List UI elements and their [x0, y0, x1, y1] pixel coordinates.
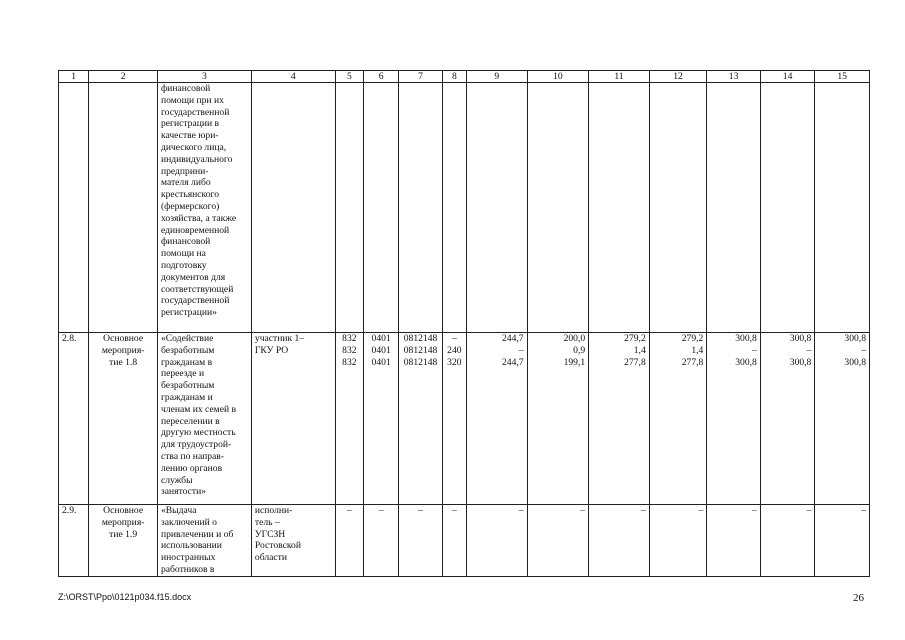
cell-line: 0812148	[403, 333, 438, 344]
cell-line: 832	[342, 344, 357, 356]
activity-type-cell	[89, 333, 158, 505]
value-cell	[815, 505, 870, 577]
activity-name-cell	[157, 505, 251, 577]
cell-line: занятости»	[160, 486, 207, 498]
activity-type-cell	[89, 505, 158, 577]
cell-line: 279,2	[681, 333, 704, 344]
activity-type-cell	[89, 83, 158, 333]
cell-line: –	[752, 344, 757, 356]
value-cell	[589, 83, 650, 333]
value-cell	[707, 505, 761, 577]
cell-line: индивидуального	[160, 153, 233, 165]
column-header: 4	[251, 71, 335, 83]
value-cell	[649, 333, 707, 505]
cell-line: предприни-	[160, 165, 209, 177]
value-cell	[815, 83, 870, 333]
value-cell	[363, 505, 398, 577]
value-cell	[466, 333, 527, 505]
cell-line: «Содействие	[160, 333, 214, 344]
cell-line: –	[752, 505, 757, 516]
cell-line: переселении в	[160, 415, 220, 427]
cell-line: 0401	[371, 344, 391, 356]
cell-line: 0,9	[573, 344, 586, 356]
cell-line: для трудоустрой-	[160, 439, 232, 451]
column-header: 11	[589, 71, 650, 83]
cell-line: 199,1	[563, 356, 586, 368]
cell-line: исполни-	[254, 505, 293, 516]
cell-line: безработным	[160, 344, 215, 356]
cell-line: –	[861, 505, 866, 516]
cell-line: 300,8	[789, 356, 812, 368]
cell-line: тель –	[254, 516, 280, 528]
participant-cell	[251, 505, 335, 577]
cell-line: единовременной	[160, 224, 230, 236]
value-cell	[335, 333, 363, 505]
cell-line: гражданам и	[160, 391, 213, 403]
table-row	[59, 505, 870, 577]
cell-line: 300,8	[735, 356, 757, 368]
cell-line: –	[698, 505, 704, 516]
table-row	[59, 83, 870, 333]
cell-line: подготовку	[160, 259, 207, 271]
participant-cell	[251, 333, 335, 505]
cell-line: 0812148	[403, 344, 438, 356]
value-cell	[760, 333, 815, 505]
cell-line: безработным	[160, 380, 215, 392]
cell-line: –	[518, 505, 524, 516]
cell-line: 244,7	[501, 356, 524, 368]
cell-line: документов для	[160, 271, 226, 283]
value-cell	[466, 505, 527, 577]
value-cell	[649, 83, 707, 333]
cell-line: другую местность	[160, 427, 236, 439]
value-cell	[527, 83, 589, 333]
value-cell	[363, 333, 398, 505]
value-cell	[399, 505, 442, 577]
page-number: 26	[853, 592, 864, 604]
cell-line: мероприя-	[101, 344, 145, 356]
cell-line: «Выдача	[160, 505, 197, 516]
cell-line: –	[378, 505, 384, 516]
cell-line: 832	[342, 356, 357, 368]
cell-line: иностранных	[160, 552, 216, 564]
value-cell	[527, 333, 589, 505]
value-cell	[442, 333, 466, 505]
cell-line: тие 1.8	[109, 356, 138, 368]
column-header: 9	[466, 71, 527, 83]
value-cell	[399, 333, 442, 505]
cell-line: Основное	[103, 333, 144, 344]
cell-line: государственной	[160, 295, 230, 307]
value-cell	[589, 505, 650, 577]
cell-line: дического лица,	[160, 141, 227, 153]
cell-line: –	[806, 344, 812, 356]
value-cell	[707, 83, 761, 333]
cell-line: мателя либо	[160, 177, 211, 189]
cell-line: 240	[447, 344, 462, 356]
cell-line: УГСЗН	[254, 528, 286, 540]
cell-line: 1,4	[691, 344, 704, 356]
value-cell	[527, 505, 589, 577]
cell-line: –	[451, 505, 457, 516]
cell-line: переезде и	[160, 368, 205, 380]
column-header: 1	[59, 71, 89, 83]
column-header: 15	[815, 71, 870, 83]
value-cell	[442, 83, 466, 333]
cell-line: –	[806, 505, 812, 516]
value-cell	[707, 333, 761, 505]
table-header-row	[59, 71, 870, 83]
cell-line: привлечении и об	[160, 528, 234, 540]
value-cell	[335, 83, 363, 333]
column-header: 14	[760, 71, 815, 83]
cell-line: государственной	[160, 106, 230, 118]
cell-line: использовании	[160, 540, 222, 552]
cell-line: качестве юри-	[160, 130, 219, 142]
cell-line: ства по направ-	[160, 450, 224, 462]
cell-line: –	[451, 333, 457, 344]
value-cell	[815, 333, 870, 505]
cell-line: 0401	[371, 333, 391, 344]
column-header: 3	[157, 71, 251, 83]
cell-line: работников в	[160, 563, 215, 575]
column-header: 7	[399, 71, 442, 83]
cell-line: –	[418, 505, 423, 516]
file-path: Z:\ORST\Ppo\0121p034.f15.docx	[58, 592, 192, 602]
value-cell	[363, 83, 398, 333]
cell-line: членам их семей в	[160, 403, 237, 415]
cell-line: 1,4	[633, 344, 646, 356]
participant-cell	[251, 83, 335, 333]
column-header: 10	[527, 71, 589, 83]
cell-line: финансовой	[160, 83, 211, 94]
cell-line: мероприя-	[101, 516, 145, 528]
cell-line: (фермерского)	[160, 200, 220, 212]
cell-line: регистрации»	[160, 307, 217, 319]
cell-line: 300,8	[789, 333, 812, 344]
row-number	[59, 83, 89, 333]
cell-line: 320	[447, 356, 462, 368]
cell-line: тие 1.9	[109, 528, 138, 540]
cell-line: –	[861, 344, 866, 356]
cell-line: –	[346, 505, 352, 516]
activity-name-cell	[157, 333, 251, 505]
value-cell	[442, 505, 466, 577]
column-header: 2	[89, 71, 158, 83]
cell-line: 277,8	[681, 356, 704, 368]
column-header: 6	[363, 71, 398, 83]
cell-line: –	[518, 344, 524, 356]
table-row	[59, 333, 870, 505]
cell-line: 0401	[371, 356, 391, 368]
cell-line: 277,8	[624, 356, 646, 368]
budget-table	[58, 70, 870, 577]
cell-line: –	[640, 505, 646, 516]
cell-line: помощи при их	[160, 94, 224, 106]
column-header: 13	[707, 71, 761, 83]
cell-line: Ростовской	[254, 540, 301, 552]
cell-line: 832	[342, 333, 357, 344]
cell-line: гражданам в	[160, 356, 213, 368]
row-number: 2.8.	[59, 333, 89, 505]
cell-line: 279,2	[624, 333, 646, 344]
column-header: 5	[335, 71, 363, 83]
column-header: 12	[649, 71, 707, 83]
value-cell	[760, 505, 815, 577]
cell-line: финансовой	[160, 236, 211, 248]
value-cell	[399, 83, 442, 333]
cell-line: 300,8	[844, 333, 866, 344]
cell-line: 0812148	[403, 356, 438, 368]
value-cell	[335, 505, 363, 577]
cell-line: регистрации в	[160, 118, 220, 130]
value-cell	[760, 83, 815, 333]
cell-line: ГКУ РО	[254, 344, 289, 356]
cell-line: Основное	[103, 505, 144, 516]
row-number: 2.9.	[59, 505, 89, 577]
cell-line: 244,7	[501, 333, 524, 344]
cell-line: крестьянского	[160, 189, 220, 201]
cell-line: области	[254, 552, 287, 564]
value-cell	[649, 505, 707, 577]
cell-line: лению органов	[160, 462, 223, 474]
cell-line: 200,0	[563, 333, 586, 344]
cell-line: заключений о	[160, 516, 217, 528]
column-header: 8	[442, 71, 466, 83]
cell-line: –	[580, 505, 586, 516]
cell-line: хозяйства, а также	[160, 212, 237, 224]
cell-line: службы	[160, 474, 193, 486]
value-cell	[589, 333, 650, 505]
cell-line: соответствующей	[160, 283, 234, 295]
value-cell	[466, 83, 527, 333]
cell-line: 300,8	[844, 356, 866, 368]
cell-line: помощи на	[160, 248, 206, 260]
cell-line: участник 1–	[254, 333, 305, 344]
cell-line: 300,8	[735, 333, 757, 344]
activity-name-cell	[157, 83, 251, 333]
